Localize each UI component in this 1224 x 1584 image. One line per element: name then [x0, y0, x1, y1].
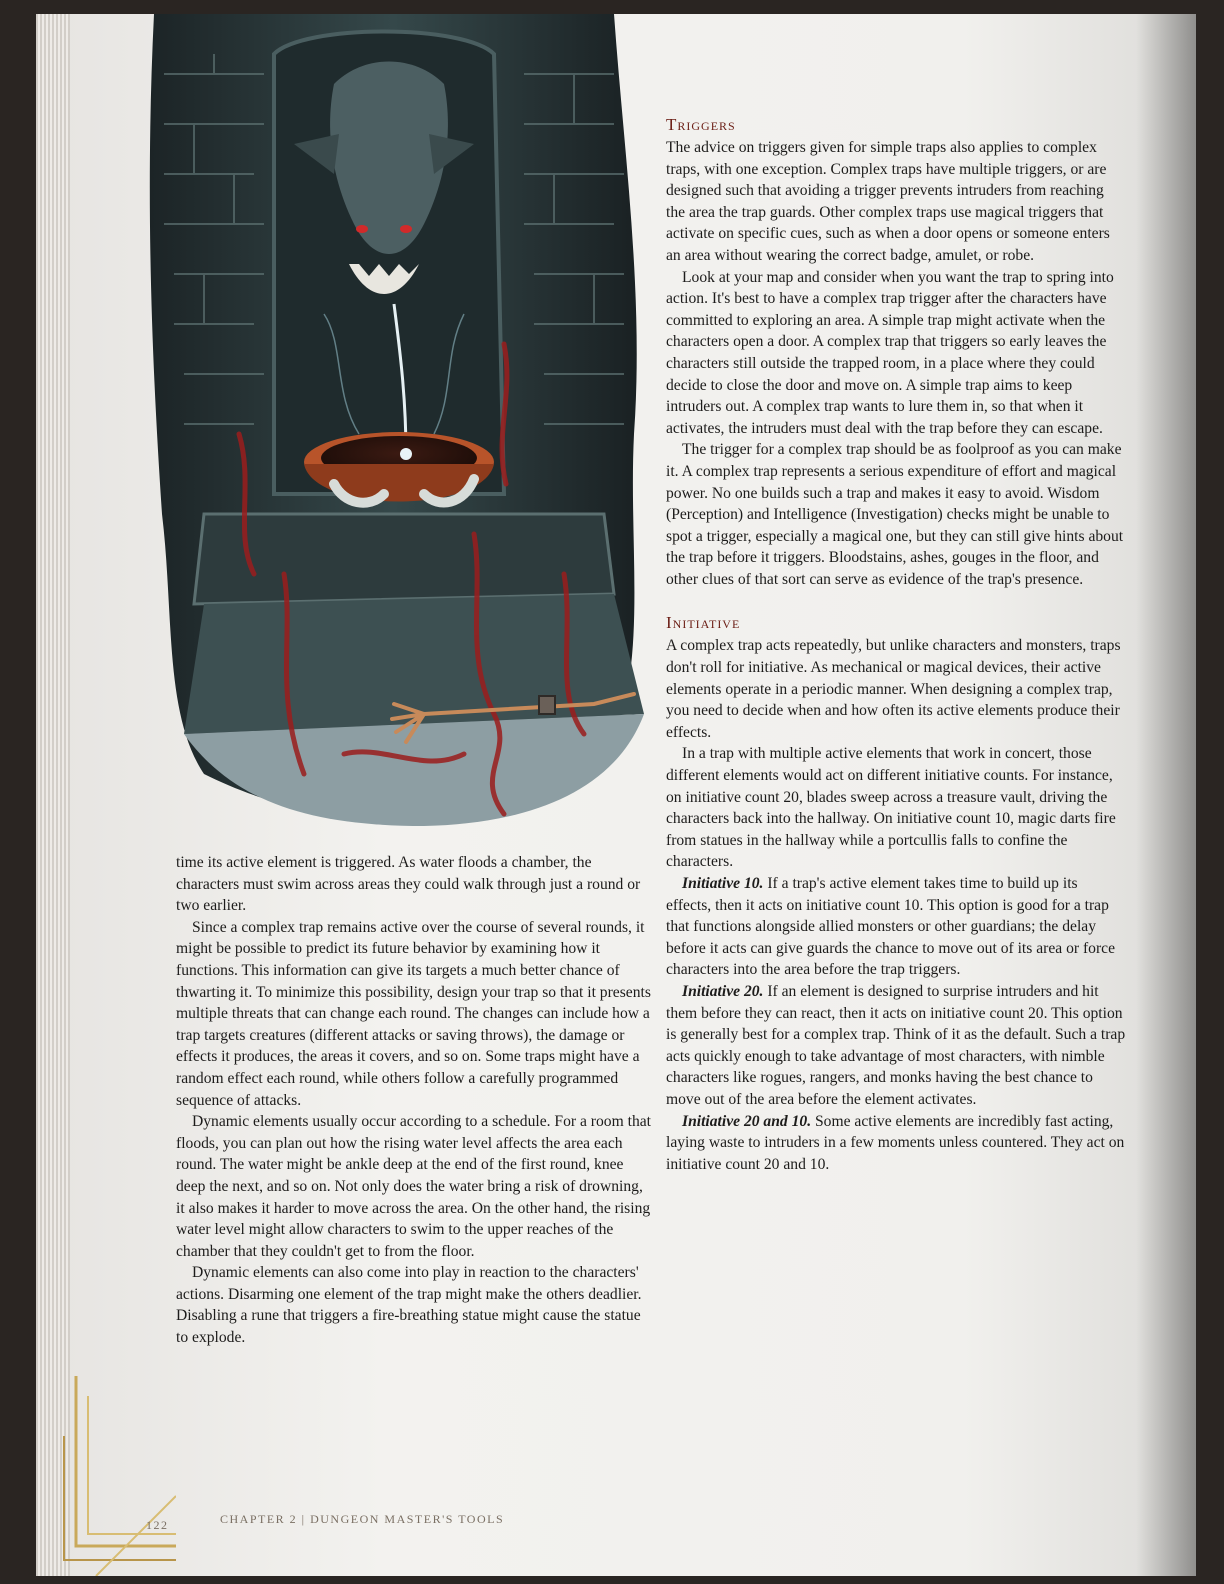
triggers-heading: Triggers [666, 115, 736, 134]
body-paragraph: The advice on triggers given for simple traps also applies to complex traps, with one exception. Complex traps have multiple triggers, or are designed such that avoiding a trigger prevents intruders from reaching the area the trap guards. Other complex traps use magical triggers that activate on specific cues, such as when a door opens or someone enters an area without wearing the correct badge, amulet, or robe. [666, 139, 1110, 264]
initiative-20-10-paragraph [666, 1111, 1126, 1176]
page-stack-edge [36, 14, 70, 1576]
right-text-column [666, 114, 1126, 1175]
initiative-10-text: If a trap's active element takes time to build up its effects, then it acts on initiative count 10. This option is good for a trap that functions alongside allied monsters or other guardians; the delay before it acts can give guards the chance to move out of its area or force characters into the area before the trap triggers. [666, 875, 1115, 979]
gold-corner-ornament [36, 1376, 176, 1576]
page-footer [106, 1504, 706, 1540]
body-paragraph: Since a complex trap remains active over the course of several rounds, it might be possible to predict its future behavior by examining how it functions. This information can give its targets a much better chance of thwarting it. To minimize this possibility, design your trap so that it presents multiple threats that can change each round. The changes can include how a trap targets creatures (different attacks or saving throws), the damage or effects it produces, the areas it covers, and so on. Some traps might have a random effect each round, while others follow a carefully programmed sequence of attacks. [176, 918, 651, 1109]
body-paragraph: A complex trap acts repeatedly, but unlike characters and monsters, traps don't roll for initiative. As mechanical or magical devices, their active elements operate in a periodic manner. When designing a complex trap, you need to decide when and how often its active elements produce their effects. [666, 637, 1121, 741]
initiative-20-paragraph [666, 981, 1126, 1111]
chapter-footer: CHAPTER 2 | DUNGEON MASTER'S TOOLS [220, 1512, 505, 1526]
body-paragraph: In a trap with multiple active elements that work in concert, those different elements would act on different initiative counts. For instance, on initiative count 20, blades sweep across a treasure vault, driving the characters back into the hallway. On initiative count 10, magic darts fire from statues in the hallway while a portcullis falls to confine the characters. [666, 745, 1116, 871]
initiative-20-lead: Initiative 20. [682, 982, 764, 1000]
initiative-10-paragraph [666, 873, 1126, 981]
initiative-20-text: If an element is designed to surprise intruders and hit them before they can react, then it acts on initiative count 20. This option is generally best for a complex trap. Think of it as the default. Such a trap acts quickly enough to take advantage of most characters, with nimble characters like rogues, rangers, and monks having the best chance to move out of the area before the element activates. [666, 982, 1126, 1108]
body-paragraph: time its active element is triggered. As water floods a chamber, the characters must swim across areas they could walk through just a round or two earlier. [176, 854, 641, 915]
initiative-20-10-lead: Initiative 20 and 10. [682, 1112, 812, 1130]
body-paragraph: Look at your map and consider when you want the trap to spring into action. It's best to have a complex trap trigger after the characters have committed to exploring an area. A simple trap might activate when the characters open a door. A complex trap that triggers so early leaves the characters still outside the trapped room, in a place where they could decide to close the door and move on. A simple trap aims to keep intruders out. A complex trap wants to lure them in, so that when it activates, the intruders must deal with the trap before they can escape. [666, 268, 1114, 437]
left-text-column [176, 852, 652, 1349]
initiative-20-10-text: Some active elements are incredibly fast acting, laying waste to intruders in a few moments unless countered. They act on initiative count 20 and 10. [666, 1112, 1125, 1173]
page-gutter-shadow [1136, 14, 1196, 1576]
body-paragraph: The trigger for a complex trap should be as foolproof as you can make it. A complex trap represents a serious expenditure of effort and magical power. No one builds such a trap and makes it easy to avoid. Wisdom (Perception) and Intelligence (Investigation) checks might be unable to spot a trigger, especially a magical one, but they can still give hints about the trap before it triggers. Bloodstains, ashes, gouges in the floor, and other clues of that sort can serve as evidence of the trap's presence. [666, 441, 1124, 588]
initiative-heading: Initiative [666, 613, 741, 633]
initiative-10-lead: Initiative 10. [682, 875, 764, 892]
body-paragraph: Dynamic elements usually occur according to a schedule. For a room that floods, you can plan out how the rising water level affects the area each round. The water might be ankle deep at the end of the first round, knee deep the next, and so on. Not only does the water bring a risk of drowning, it also makes it harder to move across the area. On the other hand, the rising water level might allow characters to swim to the upper reaches of the chamber that they couldn't get to from the floor. [176, 1113, 652, 1260]
page-number: 122 [146, 1518, 169, 1532]
body-paragraph: Dynamic elements can also come into play in reaction to the characters' actions. Disarming one element of the trap might make the others deadlier. Disabling a rune that triggers a fire-breathing statue might cause the statue to explode. [176, 1264, 642, 1347]
gargoyle-fountain-illustration [144, 14, 654, 826]
book-page [36, 14, 1196, 1576]
